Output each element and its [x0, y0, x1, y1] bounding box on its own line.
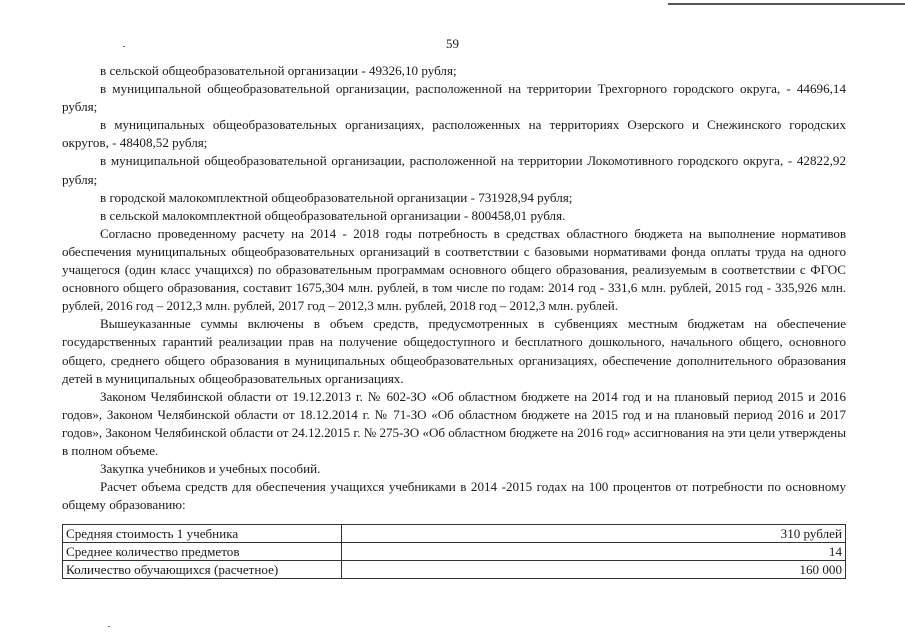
page-number: 59 [446, 36, 459, 51]
table-cell-label: Средняя стоимость 1 учебника [63, 525, 342, 543]
scan-speck [108, 626, 110, 627]
table-row [63, 525, 846, 543]
paragraph: Вышеуказанные суммы включены в объем средств, предусмотренных в субвенциях местным бюджетам на обеспечение государственных гарантий реализации прав на получение общедоступного и бесплатного дошкольного, начального общего, основного общего, среднего общего образования в муниципальных общеобразовательных организациях, обеспечение дополнительного образования детей в муниципальных общеобразовательных организациях. [62, 316, 846, 386]
table-cell-value: 160 000 [342, 561, 846, 579]
paragraph: в муниципальной общеобразовательной организации, расположенной на территории Локомотивного городского округа, - 42822,92 рубля; [62, 153, 846, 187]
top-edge-rule [668, 3, 905, 5]
document-body [62, 62, 846, 514]
table-cell-value: 310 рублей [342, 525, 846, 543]
textbook-cost-table [62, 524, 846, 579]
paragraph: в городской малокомплектной общеобразовательной организации - 731928,94 рубля; [100, 189, 573, 205]
paragraph: в муниципальной общеобразовательной организации, расположенной на территории Трехгорного городского округа, - 44696,14 рубля; [62, 81, 846, 115]
table-cell-label: Количество обучающихся (расчетное) [63, 561, 342, 579]
paragraph: Согласно проведенному расчету на 2014 - 2018 годы потребность в средствах областного бюджета на выполнение нормативов обеспечения муниципальных общеобразовательных организаций в соответствии с базовыми нормативами фонда оплаты труда на одного учащегося (один класс учащихся) по образовательным программам основного общего образования, реализуемым в соответствии с ФГОС основного общего образования, составит 1675,304 млн. рублей, в том числе по годам: 2014 год - 331,6 млн. рублей, 2015 год - 335,926 млн. рублей, 2016 год – 2012,3 млн. рублей, 2017 год – 2012,3 млн. рублей, 2018 год – 2012,3 млн. рублей. [62, 225, 846, 314]
table-cell-value: 14 [342, 543, 846, 561]
table-cell-label: Среднее количество предметов [63, 543, 342, 561]
paragraph: в сельской малокомплектной общеобразовательной организации - 800458,01 рубля. [100, 207, 566, 223]
paragraph: в муниципальных общеобразовательных организациях, расположенных на территориях Озерского и Снежинского городских округов, - 48408,52 рубля; [62, 117, 846, 151]
paragraph: Законом Челябинской области от 19.12.2013 г. № 602-ЗО «Об областном бюджете на 2014 год и на плановый период 2015 и 2016 годов», Законом Челябинской области от 18.12.2014 г. № 71-ЗО «Об областном бюджете на 2015 год и на плановый период 2016 и 2017 годов», Законом Челябинской области от 24.12.2015 г. № 275-ЗО «Об областном бюджете на 2016 год» ассигнования на эти цели утверждены в полном объеме. [62, 388, 846, 458]
paragraph: Расчет объема средств для обеспечения учащихся учебниками в 2014 -2015 годах на 100 процентов от потребности по основному общему образованию: [62, 479, 846, 513]
paragraph: в сельской общеобразовательной организации - 49326,10 рубля; [100, 63, 457, 78]
table-row [63, 543, 846, 561]
table-row [63, 561, 846, 579]
paragraph: Закупка учебников и учебных пособий. [100, 461, 321, 477]
